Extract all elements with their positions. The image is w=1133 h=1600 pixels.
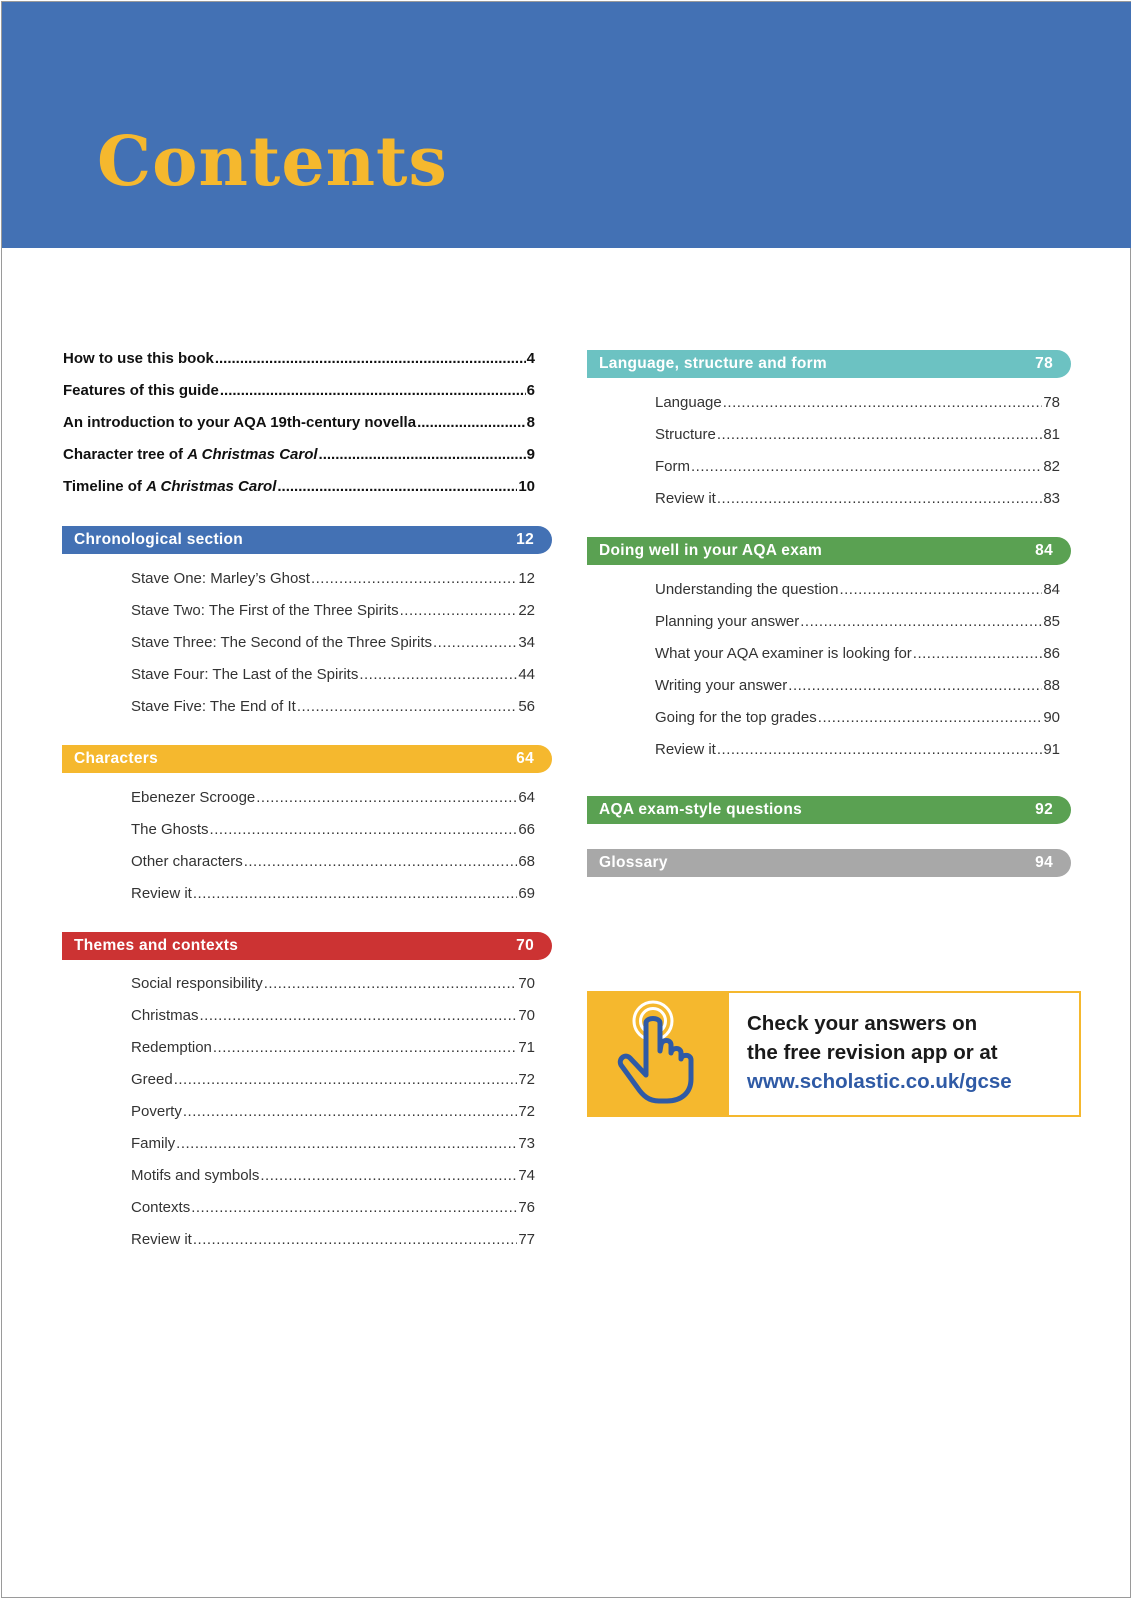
toc-subentry[interactable]	[131, 1103, 535, 1120]
toc-subentry[interactable]	[655, 709, 1060, 726]
toc-entry-label: Stave One: Marley’s Ghost	[131, 570, 310, 587]
toc-subentry[interactable]	[131, 821, 535, 838]
toc-entry-label: Understanding the question	[655, 581, 839, 598]
toc-entry-label: Christmas	[131, 1007, 199, 1024]
book-title: A Christmas Carol	[187, 446, 318, 463]
toc-entry-label: Stave Two: The First of the Three Spirits	[131, 602, 399, 619]
dot-leader	[297, 698, 518, 715]
toc-entry-page: 22	[518, 602, 535, 619]
toc-entry-page: 72	[518, 1071, 535, 1088]
dot-leader	[839, 581, 1042, 598]
toc-entry-character-tree[interactable]	[63, 446, 535, 463]
section-page: 64	[516, 750, 534, 767]
toc-subentry[interactable]	[131, 885, 535, 902]
toc-subentry[interactable]	[131, 1167, 535, 1184]
toc-entry-page: 56	[518, 698, 535, 715]
dot-leader	[213, 1039, 517, 1056]
toc-subentry[interactable]	[131, 698, 535, 715]
toc-entry-label: Review it	[131, 1231, 192, 1248]
section-title: Characters	[74, 750, 158, 767]
dot-leader	[800, 613, 1042, 630]
toc-entry-page: 82	[1043, 458, 1060, 475]
dot-leader	[417, 414, 526, 431]
book-title: A Christmas Carol	[146, 478, 277, 495]
section-header-glossary[interactable]	[587, 849, 1071, 877]
toc-subentry[interactable]	[655, 645, 1060, 662]
dot-leader	[433, 634, 517, 651]
dot-leader	[183, 1103, 517, 1120]
toc-subentry[interactable]	[655, 490, 1060, 507]
dot-leader	[215, 350, 526, 367]
toc-entry-label: What your AQA examiner is looking for	[655, 645, 912, 662]
toc-entry-label: Form	[655, 458, 690, 475]
section-page: 92	[1035, 801, 1053, 818]
toc-entry-label: Ebenezer Scrooge	[131, 789, 256, 806]
toc-subentry[interactable]	[131, 789, 535, 806]
callout-text	[747, 1009, 1012, 1096]
dot-leader	[244, 853, 518, 870]
toc-entry-page: 12	[518, 570, 535, 587]
toc-subentry[interactable]	[131, 666, 535, 683]
toc-entry-page: 6	[526, 382, 535, 399]
dot-leader	[818, 709, 1043, 726]
toc-subentry[interactable]	[131, 1199, 535, 1216]
toc-entry-how-to-use[interactable]	[63, 350, 535, 367]
toc-entry-page: 77	[518, 1231, 535, 1248]
toc-entry-label: The Ghosts	[131, 821, 209, 838]
toc-entry-page: 4	[526, 350, 535, 367]
callout-icon-panel	[589, 993, 729, 1115]
toc-entry-page: 81	[1043, 426, 1060, 443]
callout-line: Check your answers on	[747, 1012, 978, 1035]
toc-entry-label: Redemption	[131, 1039, 212, 1056]
toc-subentry[interactable]	[131, 975, 535, 992]
toc-entry-label: Social responsibility	[131, 975, 263, 992]
dot-leader	[200, 1007, 518, 1024]
toc-subentry[interactable]	[131, 570, 535, 587]
toc-entry-page: 70	[518, 1007, 535, 1024]
section-header-themes[interactable]	[62, 932, 552, 960]
toc-entry-label: Going for the top grades	[655, 709, 817, 726]
toc-entry-page: 66	[518, 821, 535, 838]
section-title: Themes and contexts	[74, 937, 239, 954]
dot-leader	[913, 645, 1043, 662]
dot-leader	[319, 446, 526, 463]
dot-leader	[264, 975, 518, 992]
callout-url-link[interactable]: www.scholastic.co.uk/gcse	[747, 1070, 1012, 1093]
dot-leader	[717, 490, 1042, 507]
toc-entry-page: 88	[1043, 677, 1060, 694]
dot-leader	[717, 741, 1042, 758]
section-title: Language, structure and form	[599, 355, 828, 372]
toc-entry-page: 8	[526, 414, 535, 431]
toc-entry-label: Other characters	[131, 853, 243, 870]
toc-entry-label: Motifs and symbols	[131, 1167, 260, 1184]
toc-entry-label: Family	[131, 1135, 176, 1152]
section-title: Chronological section	[74, 531, 244, 548]
section-header-exam-questions[interactable]	[587, 796, 1071, 824]
section-page: 12	[516, 531, 534, 548]
section-header-doing-well[interactable]	[587, 537, 1071, 565]
toc-subentry[interactable]	[131, 853, 535, 870]
dot-leader	[193, 885, 517, 902]
toc-subentry[interactable]	[131, 602, 535, 619]
dot-leader	[359, 666, 517, 683]
toc-entry-label	[63, 446, 318, 463]
toc-entry-page: 71	[518, 1039, 535, 1056]
toc-entry-page: 64	[518, 789, 535, 806]
dot-leader	[277, 478, 517, 495]
toc-entry-label	[63, 478, 276, 495]
toc-entry-label: Features of this guide	[63, 382, 219, 399]
toc-entry-label: Stave Five: The End of It	[131, 698, 296, 715]
dot-leader	[717, 426, 1042, 443]
toc-subentry[interactable]	[655, 581, 1060, 598]
toc-subentry[interactable]	[131, 1039, 535, 1056]
dot-leader	[191, 1199, 517, 1216]
toc-entry-label: Structure	[655, 426, 716, 443]
section-header-language[interactable]	[587, 350, 1071, 378]
dot-leader	[193, 1231, 517, 1248]
section-page: 84	[1035, 542, 1053, 559]
toc-entry-label: Review it	[655, 490, 716, 507]
toc-subentry[interactable]	[131, 1007, 535, 1024]
section-header-chronological[interactable]	[62, 526, 552, 554]
toc-entry-page: 76	[518, 1199, 535, 1216]
section-title: Doing well in your AQA exam	[599, 542, 823, 559]
toc-subentry[interactable]	[131, 1135, 535, 1152]
callout-line: the free revision app or at	[747, 1041, 998, 1064]
toc-entry-label: An introduction to your AQA 19th-century novella	[63, 414, 417, 431]
toc-entry-page: 90	[1043, 709, 1060, 726]
toc-entry-label: Planning your answer	[655, 613, 800, 630]
dot-leader	[691, 458, 1042, 475]
revision-app-callout	[587, 991, 1081, 1117]
tap-finger-icon	[613, 999, 705, 1110]
toc-entry-page: 73	[518, 1135, 535, 1152]
toc-entry-page: 44	[518, 666, 535, 683]
dot-leader	[174, 1071, 518, 1088]
toc-entry-page: 86	[1043, 645, 1060, 662]
toc-subentry[interactable]	[655, 613, 1060, 630]
dot-leader	[256, 789, 517, 806]
toc-subentry[interactable]	[131, 634, 535, 651]
toc-entry-page: 84	[1043, 581, 1060, 598]
toc-entry-label: Stave Three: The Second of the Three Spirits	[131, 634, 433, 651]
toc-entry-page: 72	[518, 1103, 535, 1120]
toc-entry-label-prefix: Timeline of	[63, 478, 147, 495]
toc-entry-page: 70	[518, 975, 535, 992]
toc-entry-timeline[interactable]	[63, 478, 535, 495]
toc-entry-label-prefix: Character tree of	[63, 446, 188, 463]
toc-entry-label: Review it	[131, 885, 192, 902]
toc-entry-label: Greed	[131, 1071, 173, 1088]
toc-entry-page: 83	[1043, 490, 1060, 507]
dot-leader	[260, 1167, 517, 1184]
dot-leader	[210, 821, 518, 838]
toc-subentry[interactable]	[655, 426, 1060, 443]
toc-subentry[interactable]	[655, 458, 1060, 475]
toc-entry-page: 68	[518, 853, 535, 870]
dot-leader	[788, 677, 1042, 694]
toc-subentry[interactable]	[655, 677, 1060, 694]
toc-entry-page: 9	[526, 446, 535, 463]
dot-leader	[400, 602, 518, 619]
toc-subentry[interactable]	[655, 741, 1060, 758]
section-title: Glossary	[599, 854, 668, 871]
toc-entry-page: 69	[518, 885, 535, 902]
dot-leader	[723, 394, 1043, 411]
dot-leader	[311, 570, 517, 587]
toc-entry-label: Poverty	[131, 1103, 182, 1120]
toc-subentry[interactable]	[131, 1071, 535, 1088]
toc-subentry[interactable]	[655, 394, 1060, 411]
section-page: 94	[1035, 854, 1053, 871]
toc-entry-page: 34	[518, 634, 535, 651]
toc-entry-label: Review it	[655, 741, 716, 758]
toc-entry-introduction[interactable]	[63, 414, 535, 431]
toc-entry-label: Writing your answer	[655, 677, 788, 694]
dot-leader	[176, 1135, 517, 1152]
toc-entry-label: Language	[655, 394, 722, 411]
toc-entry-page: 78	[1043, 394, 1060, 411]
toc-entry-label: How to use this book	[63, 350, 214, 367]
toc-entry-page: 74	[518, 1167, 535, 1184]
toc-entry-features[interactable]	[63, 382, 535, 399]
toc-subentry[interactable]	[131, 1231, 535, 1248]
section-page: 70	[516, 937, 534, 954]
dot-leader	[220, 382, 526, 399]
toc-entry-page: 10	[518, 478, 535, 495]
toc-entry-label: Contexts	[131, 1199, 191, 1216]
section-page: 78	[1035, 355, 1053, 372]
page-title: Contents	[97, 122, 448, 202]
section-title: AQA exam-style questions	[599, 801, 803, 818]
toc-entry-label: Stave Four: The Last of the Spirits	[131, 666, 359, 683]
toc-entry-page: 85	[1043, 613, 1060, 630]
toc-entry-page: 91	[1043, 741, 1060, 758]
section-header-characters[interactable]	[62, 745, 552, 773]
